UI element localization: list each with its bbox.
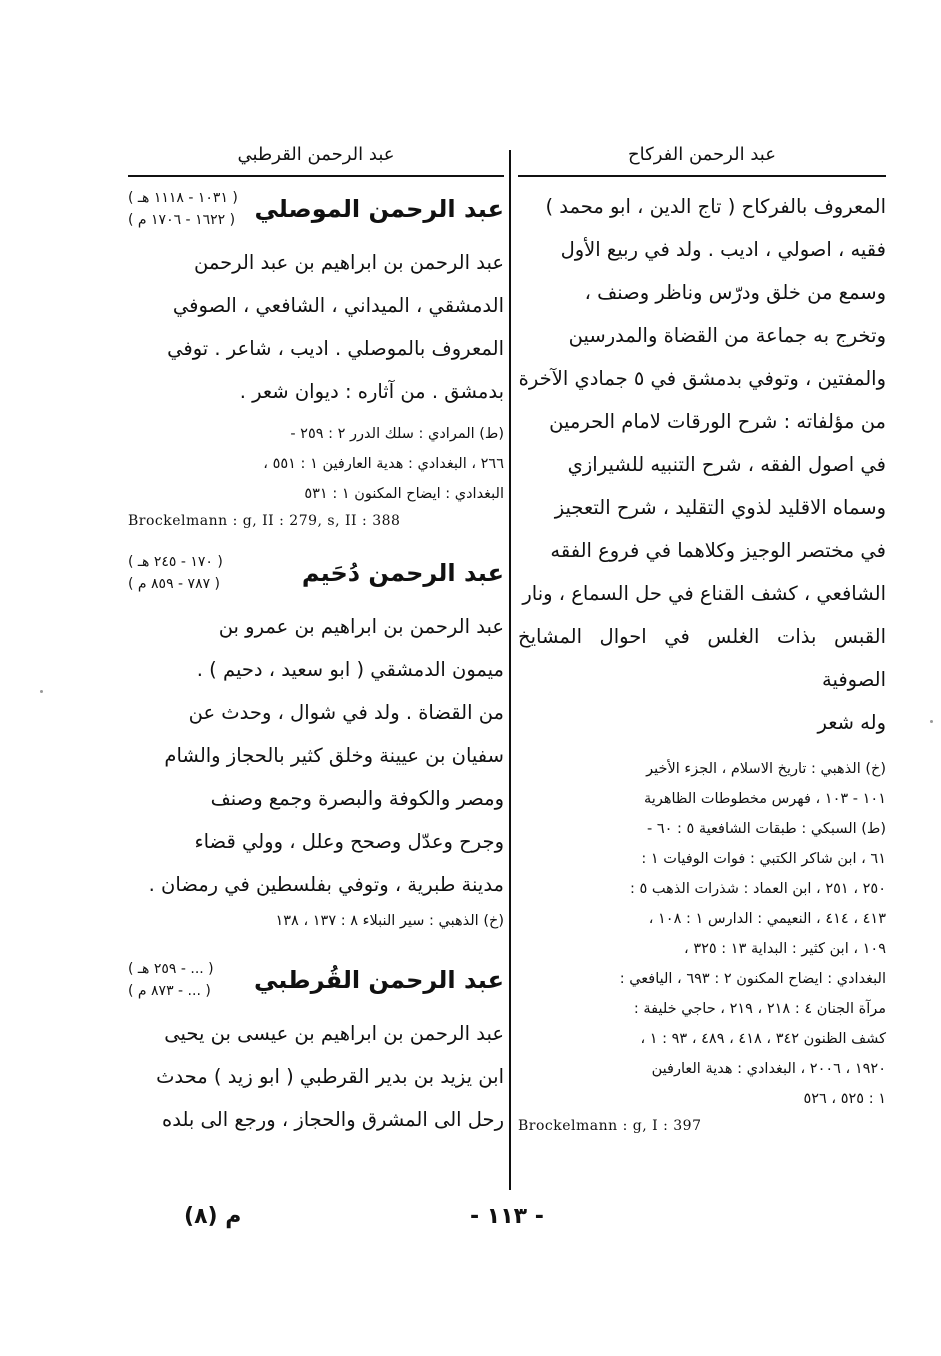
text-line: وجرح وعدّل وصحح وعلل ، وولي قضاء — [194, 830, 504, 853]
text-line: وسماه الاقليد لذوي التقليد ، شرح التعجيز — [554, 496, 886, 519]
text-line: رحل الى المشرق والحجاز ، ورجع الى بلده — [162, 1108, 504, 1131]
entry-paragraph — [128, 605, 504, 906]
entry-dates — [128, 187, 238, 231]
text-line: وله شعر — [817, 711, 886, 734]
note-line: ١٠٩ ، ابن كثير : البداية ١٣ : ٣٢٥ ، — [684, 941, 886, 957]
text-line: في مختصر الوجيز وكلاهما في فروع الفقه — [550, 539, 886, 562]
entry-paragraph — [128, 241, 504, 413]
entry-name: عبد الرحمن دُحَيم — [301, 559, 504, 587]
page-number: - ١١٣ - — [470, 1204, 544, 1229]
dates-hijri: ( ١٠٣١ - ١١١٨ هـ ) — [128, 190, 238, 206]
note-line: البغدادي : ايضاح المكنون ٢ : ٦٩٣ ، اليافعي : — [619, 971, 886, 987]
text-line: عبد الرحمن بن ابراهيم بن عيسى بن يحيى — [164, 1022, 504, 1045]
text-line: الدمشقي ، الميداني ، الشافعي ، الصوفي — [172, 294, 504, 317]
entry-name: عبد الرحمن الموصلي — [254, 195, 504, 223]
latin-reference: Brockelmann : g, I : 397 — [518, 1118, 702, 1134]
note-line: ٢٥٠ ، ٢٥١ ، ابن العماد : شذرات الذهب ٥ : — [630, 881, 886, 897]
text-line: والمفتين ، وتوفي بدمشق في ٥ جمادي الآخرة — [518, 367, 886, 390]
source-notes — [128, 419, 504, 509]
note-line: ١٩٢٠ ، ٢٠٠٦ ، البغدادي : هدية العارفين — [651, 1061, 886, 1077]
text-line: ابن يزيد بن بدير القرطبي ( ابو زيد ) محدث — [156, 1065, 504, 1088]
note-line: ٦١ ، ابن شاكر الكتبي : فوات الوفيات ١ : — [641, 851, 886, 867]
text-line: من مؤلفاته : شرح الورقات لامام الحرمين — [549, 410, 886, 433]
text-line: من القضاة . ولد في شوال ، وحدث عن — [188, 701, 504, 724]
dates-gregorian: ( ١٦٢٢ - ١٧٠٦ م ) — [128, 212, 236, 228]
latin-reference: Brockelmann : g, II : 279, s, II : 388 — [128, 513, 401, 529]
signature-mark: م (٨) — [184, 1204, 242, 1229]
note-line: كشف الظنون ٣٤٢ ، ٤١٨ ، ٤٨٩ ، ٩٣ : ١ ، — [640, 1031, 886, 1047]
entry-heading — [128, 948, 504, 1012]
entry-dates — [128, 958, 214, 1002]
text-line: المعروف بالموصلي . اديب ، شاعر . توفي — [167, 337, 504, 360]
text-line: عبد الرحمن بن ابراهيم بن عبد الرحمن — [194, 251, 504, 274]
dates-hijri: ( ١٧٠ - ٢٤٥ هـ ) — [128, 554, 223, 570]
column-header: عبد الرحمن الفركاح — [628, 144, 776, 165]
text-line: مدينة طبرية ، وتوفي بفلسطين في رمضان . — [148, 873, 504, 896]
text-line: فقيه ، اصولي ، اديب . ولد في ربيع الأول — [560, 238, 886, 261]
text-line: وتخرج به جماعة من القضاة والمدرسين — [568, 324, 886, 347]
dates-gregorian: ( ٧٨٧ - ٨٥٩ م ) — [128, 576, 221, 592]
text-line: بدمشق . من آثاره : ديوان شعر . — [239, 380, 504, 403]
text-line: ميمون الدمشقي ( ابو سعيد ، دحيم ) . — [196, 658, 504, 681]
left-column — [128, 135, 504, 1141]
text-line: وسمع من خلق ودرّس وناظر وصنف ، — [584, 281, 886, 304]
text-line: سفيان بن عيينة وخلق كثير بالحجاز والشام — [164, 744, 504, 767]
entry-heading — [128, 541, 504, 605]
column-divider — [509, 150, 511, 1190]
entry-name: عبد الرحمن القُرطبي — [253, 966, 504, 994]
text-line: في اصول الفقه ، شرح التنبيه للشيرازي — [567, 453, 886, 476]
entry-paragraph — [518, 185, 886, 744]
scan-speck — [930, 720, 933, 723]
text-line: المعروف بالفركاح ( تاج الدين ، ابو محمد ) — [545, 195, 886, 218]
note-line: ٢٦٦ ، البغدادي : هدية العارفين ١ : ٥٥١ ، — [263, 456, 504, 472]
note-line: ١٠١ - ١٠٣ ، فهرس مخطوطات الظاهرية — [644, 791, 886, 807]
entry-heading — [128, 177, 504, 241]
entry-dates — [128, 551, 223, 595]
scan-speck — [40, 690, 43, 693]
source-notes — [128, 906, 504, 936]
note-line: مرآة الجنان ٤ : ٢١٨ ، ٢١٩ ، حاجي خليفة : — [633, 1001, 886, 1017]
note-line: (ط) المرادي : سلك الدرر ٢ : ٢٥٩ - — [290, 426, 504, 442]
dates-hijri: ( ... - ٢٥٩ هـ ) — [128, 961, 214, 977]
source-notes — [518, 754, 886, 1114]
note-line: البغدادي : ايضاح المكنون ١ : ٥٣١ — [304, 486, 504, 502]
note-line: ١ : ٥٢٥ ، ٥٢٦ — [803, 1091, 886, 1107]
note-line: ٤١٣ ، ٤١٤ ، النعيمي : الدارس ١ : ١٠٨ ، — [648, 911, 886, 927]
text-line: ومصر والكوفة والبصرة وجمع وصنف — [210, 787, 504, 810]
text-line: عبد الرحمن بن ابراهيم بن عمرو بن — [218, 615, 504, 638]
text-line: القبس بذات الغلس في احوال المشايخ الصوفية — [518, 625, 886, 691]
note-line: (خ) الذهبي : سير النبلاء ٨ : ١٣٧ ، ١٣٨ — [275, 913, 504, 929]
column-header: عبد الرحمن القرطبي — [237, 144, 395, 165]
text-line: الشافعي ، كشف القناع في حل السماع ، ونار — [522, 582, 886, 605]
dates-gregorian: ( ... - ٨٧٣ م ) — [128, 983, 211, 999]
entry-paragraph — [128, 1012, 504, 1141]
note-line: (خ) الذهبي : تاريخ الاسلام ، الجزء الأخير — [646, 761, 886, 777]
note-line: (ط) السبكي : طبقات الشافعية ٥ : ٦٠ - — [646, 821, 886, 837]
right-column — [518, 135, 886, 1134]
